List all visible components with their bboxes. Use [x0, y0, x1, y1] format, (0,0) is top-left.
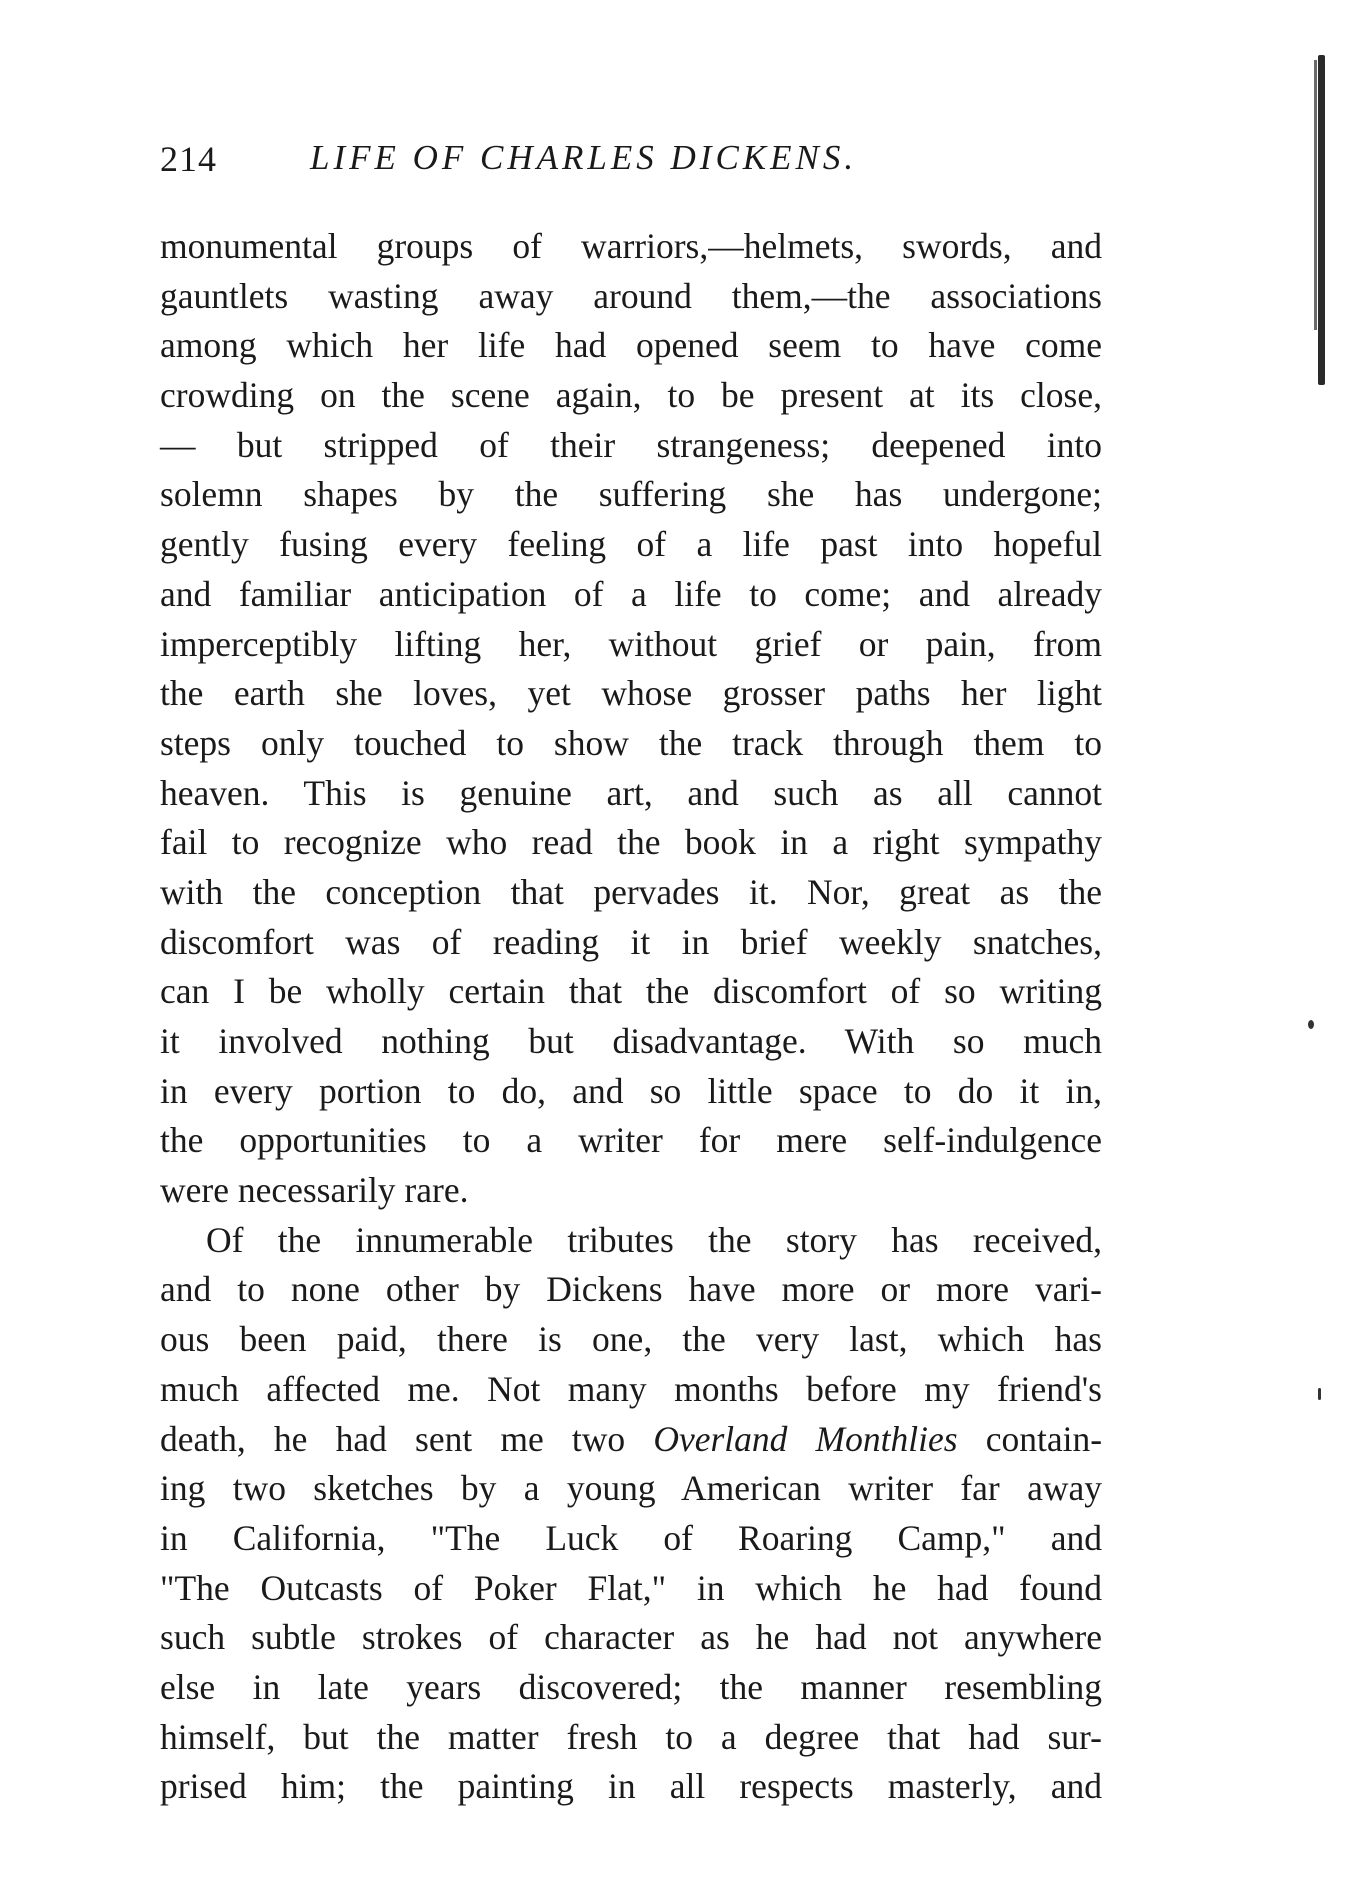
text-segment: contain- [985, 1418, 1103, 1459]
text-line: — but stripped of their strangeness; deepened into [160, 424, 1102, 465]
text-line: can I be wholly certain that the discomfort of so writing [160, 971, 1102, 1012]
text-line: among which her life had opened seem to have come [160, 325, 1102, 366]
text-line: discomfort was of reading it in brief weekly snatches, [160, 921, 1102, 962]
text-line-with-italic [160, 1415, 1102, 1465]
text-line: with the conception that pervades it. Nor, great as the [160, 871, 1102, 912]
text-line: heaven. This is genuine art, and such as all cannot [160, 772, 1102, 813]
page-header [160, 138, 1100, 188]
text-line: were necessarily rare. [160, 1170, 469, 1211]
text-line: Of the innumerable tributes the story has received, [206, 1219, 1102, 1260]
paragraph [160, 222, 1102, 1216]
text-line: ous been paid, there is one, the very last, which has [160, 1319, 1102, 1360]
text-line: crowding on the scene again, to be present at its close, [160, 375, 1102, 416]
text-line: in California, "The Luck of Roaring Camp," and [160, 1517, 1102, 1558]
text-line: ing two sketches by a young American writer far away [160, 1468, 1102, 1509]
text-line: himself, but the matter fresh to a degree that had sur- [160, 1716, 1102, 1757]
text-line: such subtle strokes of character as he had not anywhere [160, 1617, 1102, 1658]
text-line: else in late years discovered; the manner resembling [160, 1666, 1102, 1707]
text-line: "The Outcasts of Poker Flat," in which he had found [160, 1567, 1102, 1608]
body-text [160, 222, 1102, 1812]
text-line: the earth she loves, yet whose grosser paths her light [160, 673, 1102, 714]
text-line: steps only touched to show the track through them to [160, 722, 1102, 763]
text-line: and familiar anticipation of a life to come; and already [160, 573, 1102, 614]
scan-speck [1308, 1020, 1314, 1029]
scan-edge-mark [1318, 55, 1325, 385]
text-line: fail to recognize who read the book in a right sympathy [160, 822, 1102, 863]
text-line: monumental groups of warriors,—helmets, swords, and [160, 226, 1102, 266]
text-line: in every portion to do, and so little space to do it in, [160, 1070, 1102, 1111]
text-line: much affected me. Not many months before my friend's [160, 1368, 1102, 1409]
scan-edge-shadow [1314, 60, 1317, 330]
text-line: solemn shapes by the suffering she has undergone; [160, 474, 1102, 515]
text-segment: death, he had sent me two [160, 1418, 626, 1459]
page-number: 214 [160, 139, 217, 179]
paragraph [160, 1216, 1102, 1812]
italic-title: Overland Monthlies [653, 1418, 958, 1459]
running-title: LIFE OF CHARLES DICKENS. [310, 138, 858, 177]
text-line: prised him; the painting in all respects masterly, and [160, 1766, 1102, 1807]
scan-speck [1318, 1388, 1321, 1400]
text-line: and to none other by Dickens have more or more vari- [160, 1269, 1102, 1310]
text-line: gauntlets wasting away around them,—the associations [160, 275, 1102, 316]
text-line: the opportunities to a writer for mere self-indulgence [160, 1120, 1102, 1161]
text-line: gently fusing every feeling of a life past into hopeful [160, 524, 1102, 565]
text-line: imperceptibly lifting her, without grief or pain, from [160, 623, 1102, 664]
text-line: it involved nothing but disadvantage. With so much [160, 1021, 1102, 1061]
